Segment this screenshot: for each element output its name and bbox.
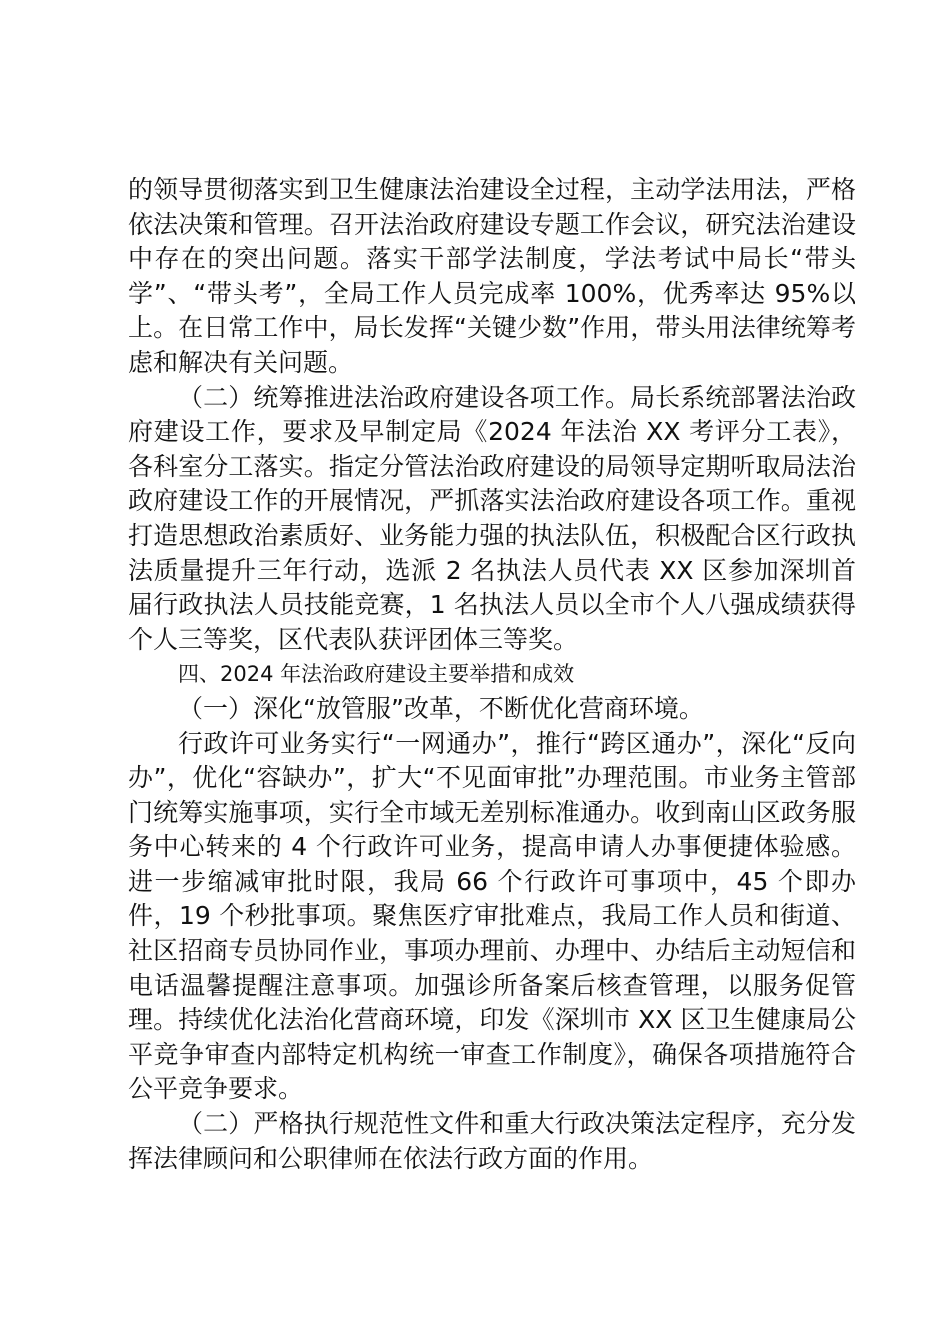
subheading-one: （一）深化“放管服”改革，不断优化营商环境。: [178, 693, 704, 723]
paragraph-admin-license: 行政许可业务实行“一网通办”，推行“跨区通办”，深化“反向办”，优化“容缺办”，扩大“不见面审批”办理范围。市业务主管部门统筹实施事项，实行全市域无差别标准通办。收到南山区政务服务中心转来的 4 个行政许可业务，提高申请人办事便捷体验感。进一步缩减审批时限，我局 66 个行政许可事项中，45 个即办件，19 个秒批事项。聚焦医疗审批难点，我局工作人员和街道、社区招商专员协同作业，事项办理前、办理中、办结后主动短信和电话温馨提醒注意事项。加强诊所备案后核查管理，以服务促管理。持续优化法治化营商环境，印发《深圳市 XX 区卫生健康局公平竞争审查内部特定机构统一审查工作制度》，确保各项措施符合公平竞争要求。: [128, 728, 856, 1104]
section-heading-four: 四、2024 年法治政府建设主要举措和成效: [178, 662, 575, 687]
paragraph-section-two: （二）统筹推进法治政府建设各项工作。局长系统部署法治政府建设工作，要求及早制定局《2024 年法治 XX 考评分工表》，各科室分工落实。指定分管法治政府建设的局领导定期听取局法治政府建设工作的开展情况，严抓落实法治政府建设各项工作。重视打造思想政治素质好、业务能力强的执法队伍，积极配合区行政执法质量提升三年行动，选派 2 名执法人员代表 XX 区参加深圳首届行政执法人员技能竞赛，1 名执法人员以全市个人八强成绩获得个人三等奖，区代表队获评团体三等奖。: [128, 382, 856, 654]
document-page: [128, 173, 856, 1176]
paragraph-continuation: 的领导贯彻落实到卫生健康法治建设全过程，主动学法用法，严格依法决策和管理。召开法治政府建设专题工作会议，研究法治建设中存在的突出问题。落实干部学法制度，学法考试中局长“带头学”、“带头考”，全局工作人员完成率 100%，优秀率达 95%以上。在日常工作中，局长发挥“关键少数”作用，带头用法律统筹考虑和解决有关问题。: [128, 175, 856, 377]
subheading-two: （二）严格执行规范性文件和重大行政决策法定程序，充分发挥法律顾问和公职律师在依法行政方面的作用。: [128, 1109, 856, 1173]
